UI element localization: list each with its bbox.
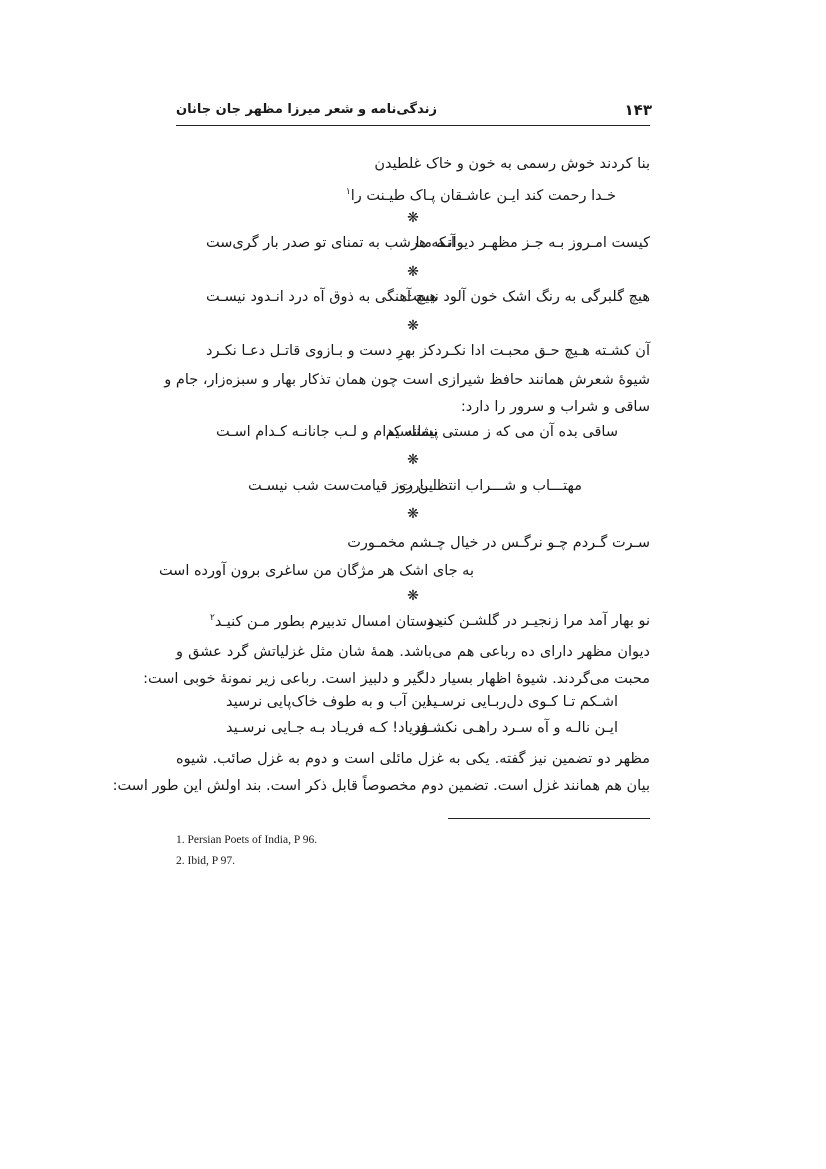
hemistich-right: اشـکم تـا کـوی دل‌ربـایی نرسـید [425,694,618,710]
hemistich-left: فریاد! کـه فریـاد بـه جـایی نرسـید [226,720,428,736]
hemistich-left: کز بهرِ دست و بـازوی قاتـل دعـا نکـرد [206,343,435,359]
prose-line: دیوان مظهر دارای ده رباعی هم می‌باشد. همهٔ شان مثل غزلیاتش گرد عشق و [176,644,650,660]
hemistich-left: پیمانه کدام و لـب جانانـه کـدام اسـت [216,424,439,440]
footnote: 1. Persian Poets of India, P 96. [176,834,318,846]
verse-text: دوستان امسال تدبیرم بطور مـن کنیـد [214,613,441,630]
hemistich-left: این روز قیامت‌ست شب نیسـت [248,478,437,494]
prose-line: محبت می‌گردند. شیوهٔ اظهار بسیار دلگیر و دلبیز است. رباعی زیر نمونهٔ خوبی است: [143,671,650,687]
hemistich-right: ساقی بده آن می که ز مستی نشناسیم [385,424,618,440]
footnote: 2. Ibid, P 97. [176,855,235,867]
hemistich-left [210,613,441,630]
prose-line: مظهر دو تضمین نیز گفته. یکی به غزل مائلی است و دوم به غزل صائب. شیوه [176,751,650,767]
page-number: ۱۴۳ [624,101,652,119]
hemistich-left: هیچ آهنگی به ذوق آه درد انـدود نیسـت [206,289,438,305]
footnote-marker: ۲ [210,613,215,623]
header-divider [176,125,650,126]
prose-line: شیوهٔ شعرش همانند حافظ شیرازی است چون همان تذکار بهار و سبزه‌زار، جام و [164,372,650,388]
prose-line: ساقی و شراب و سرور را دارد: [460,399,650,415]
ornament-separator: ❋ [407,318,419,334]
hemistich-right: ایـن نالـه و آه سـرد راهـی نکشـود [414,720,618,736]
running-title: زندگی‌نامه و شعر میرزا مظهر جان جانان [176,102,437,117]
verse-line: بنا کردند خوش رسمی به خون و خاک غلطیدن [374,156,650,172]
hemistich-right: کیست امـروز بـه جـز مظهـر دیوانـه مـا [415,235,650,251]
hemistich-right: نو بهار آمد مرا زنجیـر در گلشـن کنیـد [426,613,650,629]
verse-line [346,182,616,206]
hemistich-left: آنکه هرشب به تمنای تو صدر بار گری‌ست [206,235,456,251]
ornament-separator: ❋ [407,588,419,604]
hemistich-left: این آب و به طوف خاک‌پایی نرسید [226,694,431,710]
ornament-separator: ❋ [407,210,419,226]
hemistich-right: هیچ گلبرگی به رنگ اشک خون آلود نیست [403,289,650,305]
ornament-separator: ❋ [407,452,419,468]
footnote-marker: ۱ [345,187,351,197]
hemistich-right: آن کشـته هـیچ حـق محبـت ادا نکـرد [435,343,650,359]
verse-line: به جای اشک هر مژگان من ساغری برون آورده است [158,563,474,579]
verse-text: خـدا رحمت کند ایـن عاشـقان پـاک طیـنت را [350,187,616,204]
verse-line: سـرت گـردم چـو نرگـس در خیال چـشم مخمـورت [347,535,650,551]
ornament-separator: ❋ [407,506,419,522]
ornament-separator: ❋ [407,264,419,280]
footnote-divider [448,818,650,819]
prose-line: بیان هم همانند غزل است. تضمین دوم مخصوصاً قابل ذکر است. بند اولش این طور است: [112,778,650,794]
hemistich-right: مهتـــاب و شـــراب انتظـــارت [398,478,582,494]
